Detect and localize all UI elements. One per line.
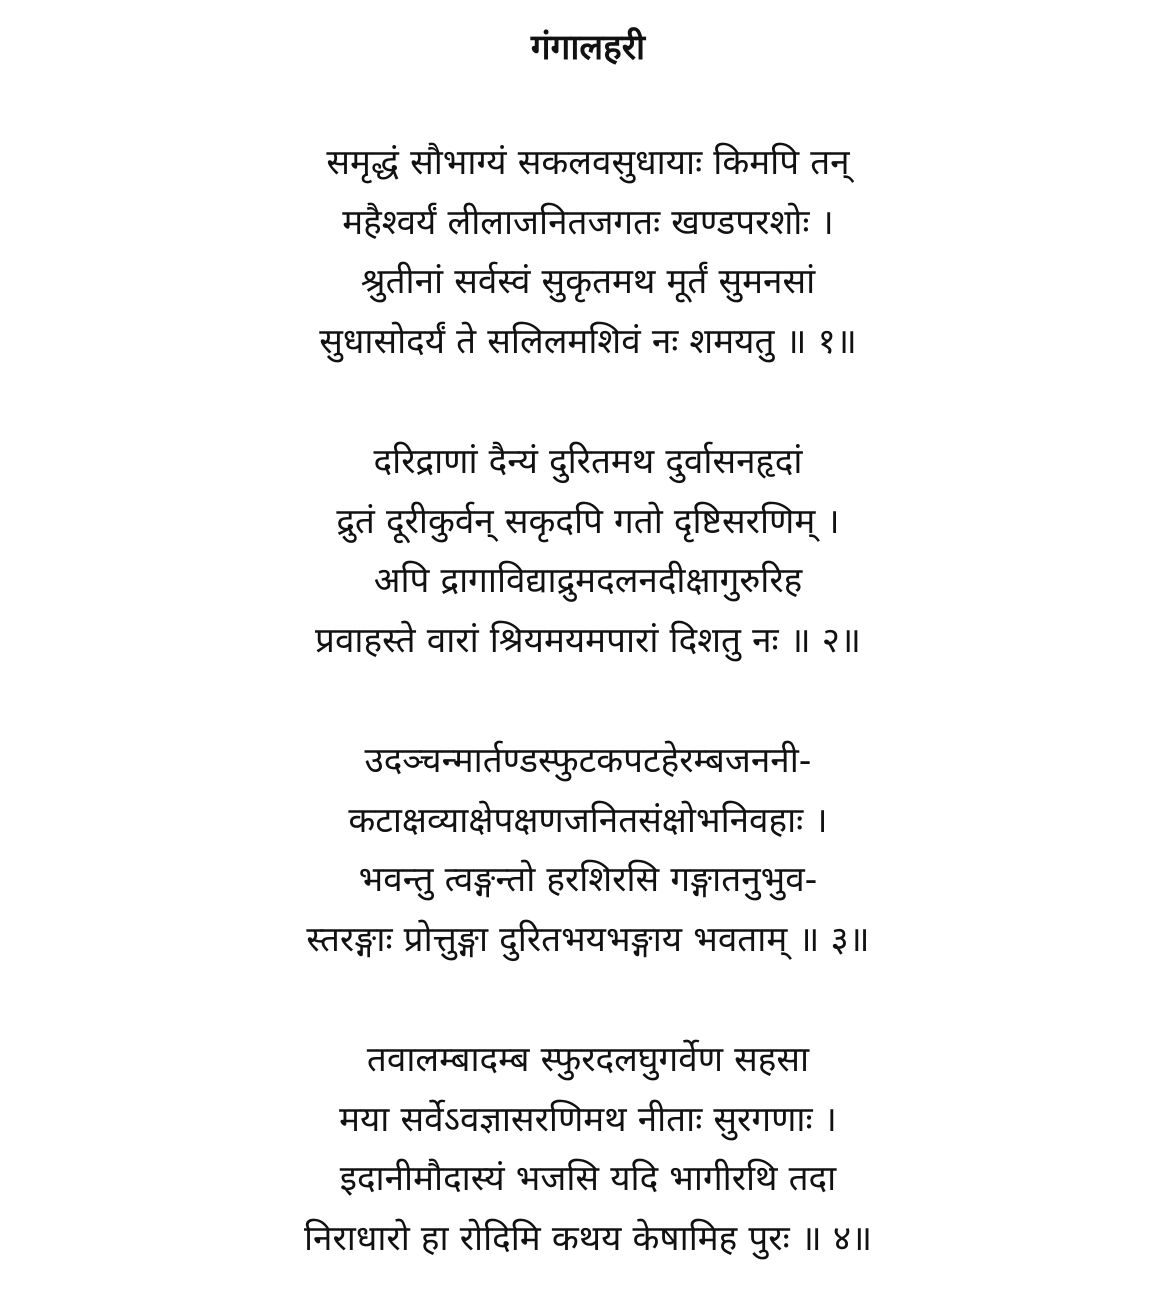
verse-line: महैश्वर्यं लीलाजनितजगतः खण्डपरशोः । — [342, 202, 834, 243]
verse-line: द्रुतं दूरीकुर्वन् सकृदपि गतो दृष्टिसरणिम् । — [336, 501, 840, 542]
verse-line: उदञ्चन्मार्तण्डस्फुटकपटहेरम्बजननी- — [364, 741, 812, 781]
verse-line: अपि द्रागाविद्याद्रुमदलनदीक्षागुरुरिह — [373, 561, 803, 601]
verse-line: सुधासोदर्यं ते सलिलमशिवं नः शमयतु ॥ १॥ — [319, 321, 857, 362]
verse-line: निराधारो हा रोदिमि कथय केषामिह पुरः ॥ ४॥ — [303, 1218, 873, 1259]
verse-line: स्तरङ्गाः प्रोत्तुङ्गा दुरितभयभङ्गाय भवताम् ॥ ३॥ — [306, 919, 870, 960]
verse-line: मया सर्वेऽवज्ञासरणिमथ नीताः सुरगणाः । — [339, 1099, 837, 1140]
verse-line: समृद्धं सौभाग्यं सकलवसुधायाः किमपि तन् — [326, 143, 850, 183]
verse-line: श्रुतीनां सर्वस्वं सुकृतमथ मूर्तं सुमनसां — [360, 262, 816, 302]
verse-2 — [0, 433, 1176, 671]
verse-4 — [0, 1031, 1176, 1269]
verse-3 — [0, 732, 1176, 970]
verse-line: भवन्तु त्वङ्गन्तो हरशिरसि गङ्गातनुभुव- — [358, 860, 818, 900]
verse-line: दरिद्राणां दैन्यं दुरितमथ दुर्वासनहृदां — [373, 442, 803, 482]
verse-line: कटाक्षव्याक्षेपक्षणजनितसंक्षोभनिवहाः । — [348, 800, 828, 841]
verse-line: इदानीमौदास्यं भजसि यदि भागीरथि तदा — [339, 1159, 837, 1199]
verse-1 — [0, 134, 1176, 372]
verse-line: प्रवाहस्ते वारां श्रियमयमपारां दिशतु नः ॥ २॥ — [315, 620, 861, 661]
page-title: गंगालहरी — [530, 28, 646, 68]
verse-line: तवालम्बादम्ब स्फुरदलघुगर्वेण सहसा — [366, 1040, 810, 1080]
